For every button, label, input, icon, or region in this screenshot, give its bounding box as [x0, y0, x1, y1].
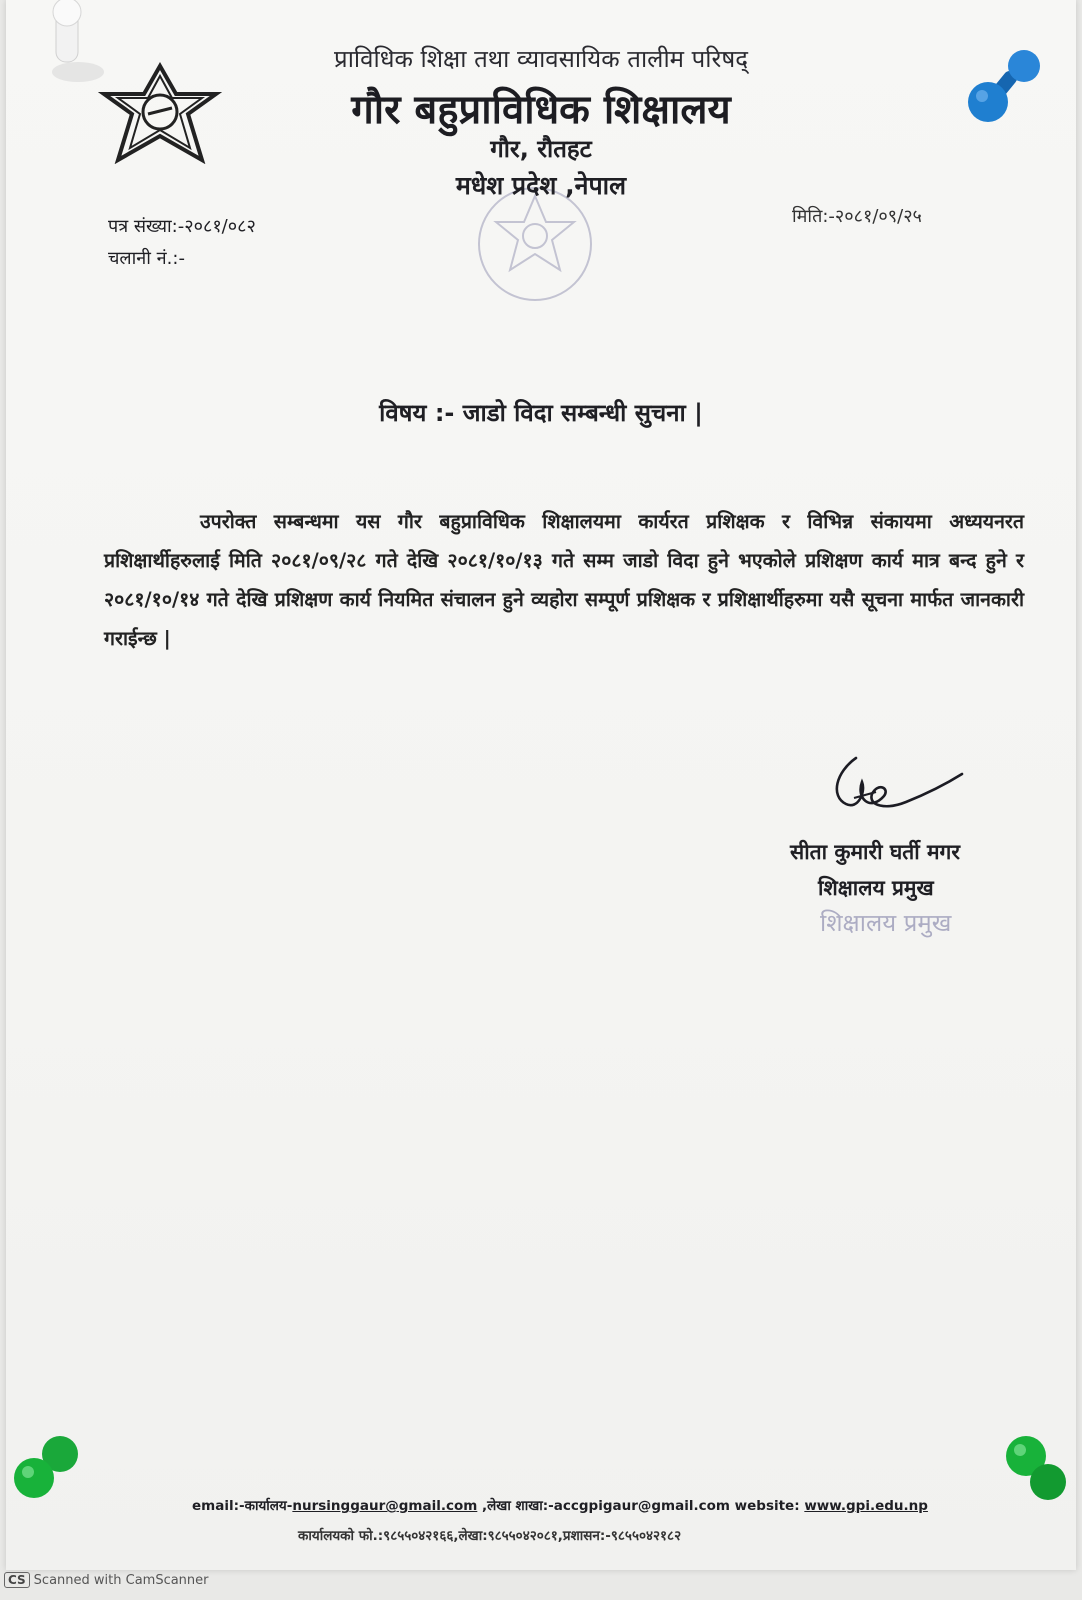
footer-contact-emails: [192, 1496, 928, 1514]
signatory-name: सीता कुमारी घर्ती मगर: [790, 840, 960, 864]
green-pin-left-icon: [10, 1428, 90, 1508]
accounts-label: ,लेखा शाखा:-: [477, 1498, 554, 1514]
letter-ref-number: पत्र संख्या:-२०८१/०८२: [108, 216, 256, 237]
website-link[interactable]: www.gpi.edu.np: [804, 1498, 928, 1514]
college-province: मधेश प्रदेश ,नेपाल: [455, 171, 627, 200]
camscanner-logo-icon: CS: [4, 1572, 30, 1588]
signatory-stamp: शिक्षालय प्रमुख: [820, 909, 952, 937]
council-name: प्राविधिक शिक्षा तथा व्यावसायिक तालीम परिषद्: [334, 45, 748, 73]
college-address: गौर, रौतहट: [490, 135, 592, 163]
footer-phone-numbers: कार्यालयको फो.:९८५५०४२१६६,लेखा:९८५५०४२०८१,प्रशासन:-९८५५०४२१८२: [298, 1528, 682, 1544]
camscanner-text: Scanned with CamScanner: [33, 1572, 209, 1588]
notice-body: उपरोक्त सम्बन्धमा यस गौर बहुप्राविधिक शिक्षालयमा कार्यरत प्रशिक्षक र विभिन्न संकायमा अध्ययनरत प्रशिक्षार्थीहरुलाई मिति २०८१/०९/२८ गते देखि २०८१/१०/१३ गते सम्म जाडो विदा हुने भएकोले प्रशिक्षण कार्य मात्र बन्द हुने र २०८१/१०/१४ गते देखि प्रशिक्षण कार्य नियमित संचालन हुने व्यहोरा सम्पूर्ण प्रशिक्षक र प्रशिक्षार्थीहरुमा यसै सूचना मार्फत जानकारी गराईन्छ |: [104, 510, 1024, 650]
college-name: गौर बहुप्राविधिक शिक्षालय: [351, 87, 731, 133]
notice-subject: विषय :- जाडो विदा सम्बन्धी सुचना |: [379, 399, 703, 427]
email-label: email:-कार्यालय-: [192, 1498, 293, 1514]
camscanner-watermark: [4, 1572, 209, 1588]
handwritten-signature-icon: [826, 752, 966, 824]
green-pin-right-icon: [996, 1432, 1076, 1512]
letter-date: मिति:-२०८१/०९/२५: [792, 206, 922, 227]
signatory-title: शिक्षालय प्रमुख: [818, 876, 934, 900]
office-email-link[interactable]: nursinggaur@gmail.com: [292, 1498, 478, 1514]
website-label: website:: [729, 1498, 805, 1514]
dispatch-number: चलानी नं.:-: [108, 248, 185, 269]
accounts-email[interactable]: accgpigaur@gmail.com: [553, 1498, 730, 1514]
